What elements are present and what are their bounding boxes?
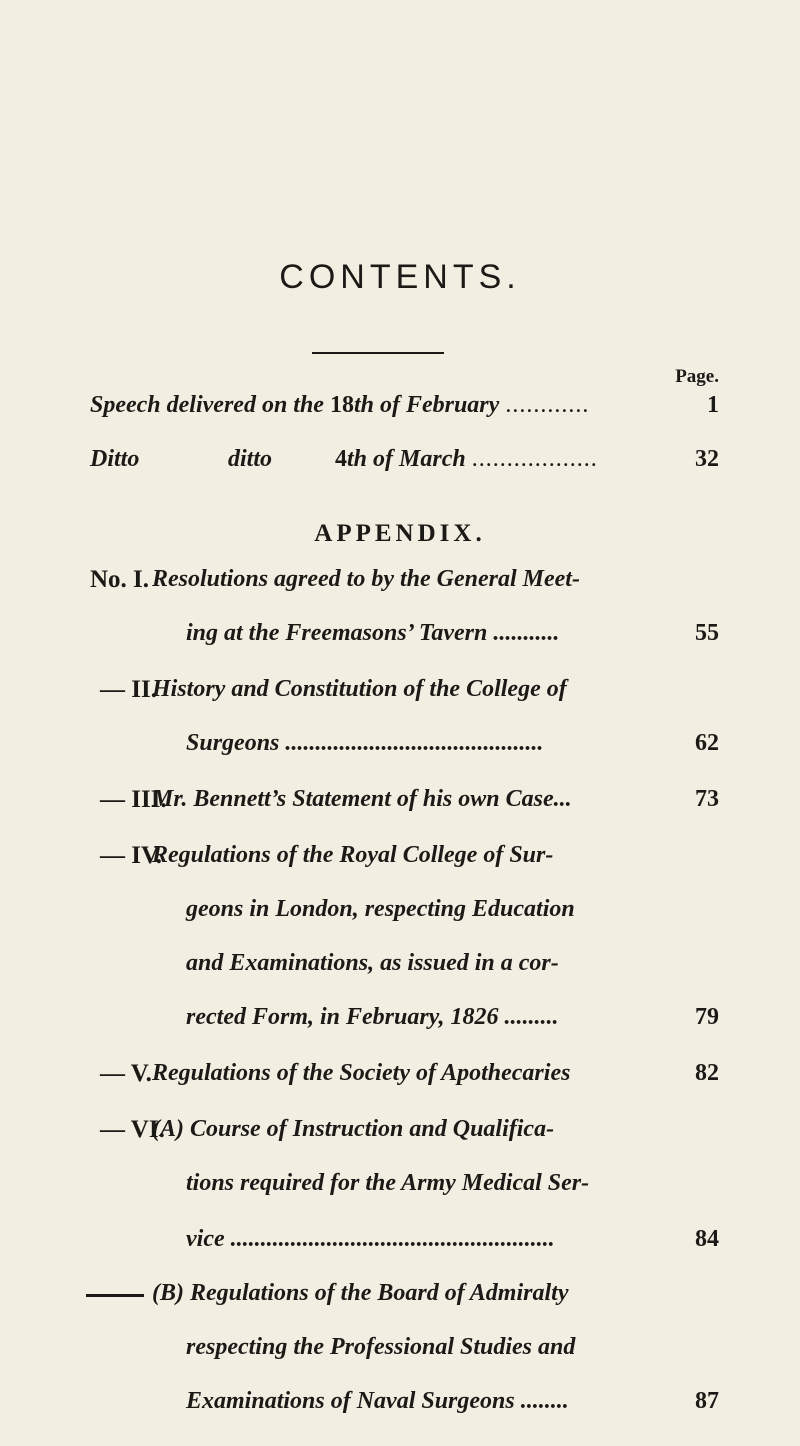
appendix-line: (B) Regulations of the Board of Admiralty [152, 1280, 569, 1306]
appendix-line: ing at the Freemasons’ Tavern ........... [186, 620, 560, 646]
appendix-label: — VI. [100, 1116, 165, 1143]
appendix-line: Examinations of Naval Surgeons ........ [186, 1388, 569, 1414]
heading-rule [312, 352, 444, 354]
appendix-label: — III. [100, 786, 167, 813]
appendix-label: — IV. [100, 842, 163, 869]
appendix-line: Regulations of the Royal College of Sur- [152, 842, 554, 868]
appendix-line: and Examinations, as issued in a cor- [186, 950, 559, 976]
appendix-line: Mr. Bennett’s Statement of his own Case... [152, 786, 572, 812]
toc-entry-speech-march [90, 446, 139, 473]
page-number: 82 [695, 1060, 719, 1086]
appendix-label: — II. [100, 676, 157, 703]
appendix-line: (A) Course of Instruction and Qualifica- [152, 1116, 555, 1142]
page-number: 79 [695, 1004, 719, 1030]
toc-entry-speech-february [90, 392, 589, 419]
entry-day: 4 [335, 446, 347, 472]
appendix-line: geons in London, respecting Education [186, 896, 575, 922]
entry-ditto-text: ditto [228, 446, 273, 472]
appendix-label: No. I. [90, 566, 150, 593]
contents-heading: CONTENTS. [279, 258, 521, 296]
entry-ditto-lower [228, 446, 272, 473]
appendix-line: Surgeons ........................................... [186, 730, 544, 756]
appendix-line: rected Form, in February, 1826 ......... [186, 1004, 559, 1030]
page-number: 1 [707, 392, 719, 418]
page-number: 87 [695, 1388, 719, 1414]
appendix-label: — V. [100, 1060, 152, 1087]
appendix-line: History and Constitution of the College of [152, 676, 567, 702]
page-number: 84 [695, 1226, 719, 1252]
entry-day: 18 [329, 392, 354, 418]
entry-text: th of March [347, 446, 472, 472]
continuation-dash [86, 1294, 144, 1297]
appendix-line: Regulations of the Society of Apothecaries [152, 1060, 571, 1086]
page-number: 32 [695, 446, 719, 472]
leader-dots: .................. [471, 446, 598, 472]
page-number: 55 [695, 620, 719, 646]
entry-text: Speech delivered on the [90, 392, 330, 418]
leader-dots: ............ [505, 392, 590, 418]
appendix-heading: APPENDIX. [314, 520, 486, 547]
appendix-line: vice ...................................................... [186, 1226, 555, 1252]
appendix-line: Resolutions agreed to by the General Meet- [152, 566, 580, 592]
entry-ditto: Ditto [90, 446, 140, 472]
entry-text: th of February [353, 392, 506, 418]
page-column-label: Page. [675, 366, 719, 387]
appendix-line: respecting the Professional Studies and [186, 1334, 576, 1360]
page-number: 62 [695, 730, 719, 756]
entry-date [335, 446, 598, 473]
appendix-line: tions required for the Army Medical Ser- [186, 1170, 590, 1196]
page-number: 73 [695, 786, 719, 812]
